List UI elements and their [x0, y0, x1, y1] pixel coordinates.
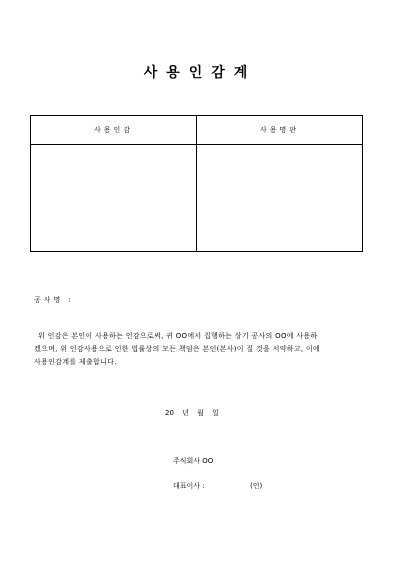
statement-text [34, 330, 367, 369]
nameplate-impression-box [197, 145, 362, 251]
seal-mark: (인) [250, 482, 263, 490]
statement-line: 위 인감은 본인이 사용하는 인감으로써, 귀 OO에서 집행하는 상기 공사의 OO에 사용하 [38, 332, 318, 340]
seal-table [30, 115, 363, 252]
nameplate-column-header: 사용명판 [197, 116, 362, 145]
seal-column [31, 116, 197, 251]
nameplate-column [197, 116, 362, 251]
date-line: 20 년 월 일 [165, 409, 219, 417]
site-name-label: 공사명 : [34, 296, 74, 304]
company-name: 주식회사 OO [173, 457, 214, 465]
statement-line: 겠으며, 위 인감사용으로 인한 법률상의 모든 책임은 본인(본사)이 질 것을 서약하고, 이에 [34, 345, 321, 353]
statement-line: 사용인감계를 제출합니다. [34, 358, 117, 366]
document-title: 사용인감계 [143, 65, 257, 81]
seal-column-header: 사용인감 [31, 116, 196, 145]
seal-impression-box [31, 145, 196, 251]
ceo-label: 대표이사 : [173, 482, 205, 490]
